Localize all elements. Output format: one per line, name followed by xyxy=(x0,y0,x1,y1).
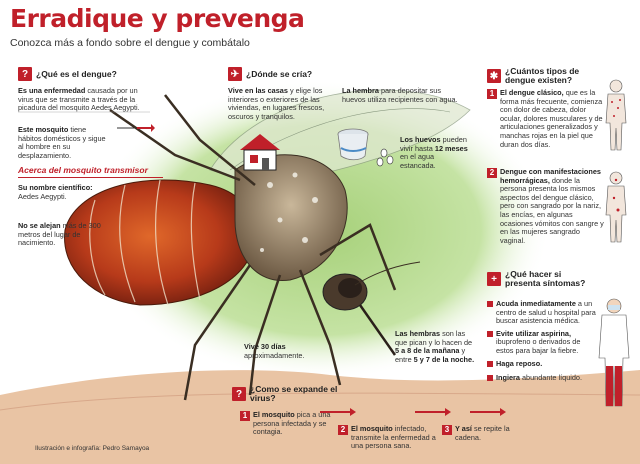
type-text: donde la persona presenta los mismos aspectos del dengue clásico, pero con sangrado por la nariz, las encías, en algunas ocasiones vómitos con sangre y en las mujeres sangrado vaginal. xyxy=(500,175,604,245)
eggs-text-2: en el agua estancada. xyxy=(400,152,436,170)
type-description xyxy=(500,89,605,149)
definition-bold: Es una enfermedad xyxy=(18,86,86,95)
female-text: para depositar sus huevos utiliza recipientes con agua. xyxy=(342,86,458,104)
advice-text xyxy=(496,300,599,326)
advice-text xyxy=(496,330,599,356)
advice-bold: Haga reposo. xyxy=(496,358,543,368)
scientific-name xyxy=(18,184,128,201)
advice-detail: a un centro de salud u hospital para buscar asistencia médica. xyxy=(496,299,596,326)
lifespan-text: aproximadamente. xyxy=(244,350,305,360)
step-detail: se repite la cadena. xyxy=(455,424,510,442)
eggs-note xyxy=(400,136,470,170)
question-icon: ? xyxy=(18,67,32,81)
bullet xyxy=(487,331,493,337)
sci-value: Aedes Aegypti. xyxy=(18,191,67,201)
advice-detail: abundante líquido. xyxy=(521,373,583,383)
credit-line: Ilustración e infografía: Pedro Samayoa xyxy=(35,445,150,452)
advice-bold: Ingiera xyxy=(496,373,520,383)
step-text xyxy=(351,425,438,451)
eggs-months: 12 meses xyxy=(434,143,468,153)
doctor-figure xyxy=(592,296,636,416)
section-heading: ¿Qué hacer si presenta síntomas? xyxy=(505,269,586,288)
step-text xyxy=(455,425,516,442)
biting-bold: Las hembras xyxy=(395,329,441,338)
advice-detail: ibuprofeno o derivados de estos para bajar la fiebre. xyxy=(496,337,581,355)
bullet xyxy=(487,301,493,307)
lives-in-houses xyxy=(228,87,336,121)
eggs-bold: Los huevos xyxy=(400,135,441,144)
symptom-advice-list xyxy=(487,300,599,383)
virus-icon: ✱ xyxy=(487,69,501,83)
section-sintomas xyxy=(487,270,595,288)
advice-bold: Acuda inmediatamente xyxy=(496,299,576,308)
question-icon: ? xyxy=(232,387,246,401)
lifespan-note xyxy=(244,343,334,360)
step-number: 1 xyxy=(240,411,250,421)
biting-time-2: 5 y 7 de la noche. xyxy=(413,354,475,364)
habits-text: tiene hábitos domésticos y sigue al hombre en su desplazamiento. xyxy=(18,125,106,160)
section-heading: ¿Dónde se cría? xyxy=(246,68,313,79)
sci-label: Su nombre científico: xyxy=(18,183,93,192)
type-description xyxy=(500,168,605,245)
step-detail: infectado, transmite la enfermedad a una persona sana. xyxy=(351,424,436,451)
step-bold: El mosquito xyxy=(351,424,393,433)
spread-step xyxy=(442,425,516,442)
bullet xyxy=(487,375,493,381)
step-number: 3 xyxy=(442,425,452,435)
houses-text: y elige los interiores o exteriores de las viviendas, en lugares frescos, oscuros y tranquilos. xyxy=(228,86,325,121)
lifespan-bold: Vive 30 días xyxy=(244,342,286,351)
section-tipos xyxy=(487,67,605,85)
advice-item xyxy=(487,330,599,356)
step-bold: El mosquito xyxy=(253,410,295,419)
female-bold: La hembra xyxy=(342,86,379,95)
person-figure-2 xyxy=(606,172,626,242)
step-detail: pica a una persona infectada y se contagia. xyxy=(253,410,331,437)
type-bold: El dengue clásico, xyxy=(500,88,564,97)
habits-bold: Este mosquito xyxy=(18,125,69,134)
step-bold: Y así xyxy=(455,424,472,433)
person-figure-1 xyxy=(606,80,626,150)
advice-item xyxy=(487,300,599,326)
type-bold: Dengue con manifestaciones hemorrágicas, xyxy=(500,167,601,185)
medical-cross-icon: + xyxy=(487,272,501,286)
type-item xyxy=(487,168,605,245)
type-number: 1 xyxy=(487,89,497,99)
houses-bold: Vive en las casas xyxy=(228,86,288,95)
human-figures xyxy=(596,78,636,258)
biting-text-2: y entre xyxy=(395,346,466,364)
spread-step xyxy=(338,425,438,451)
mosquito-habits xyxy=(18,126,110,160)
biting-text: son las que pican y lo hacen de xyxy=(395,329,473,347)
water-container-icon xyxy=(338,129,368,160)
female-container xyxy=(342,87,464,104)
advice-bold: Evite utilizar aspirina, xyxy=(496,328,572,338)
type-number: 2 xyxy=(487,168,497,178)
advice-text xyxy=(496,360,542,369)
divider xyxy=(18,177,163,178)
bullet xyxy=(487,361,493,367)
about-mosquito-heading: Acerca del mosquito transmisor xyxy=(18,165,148,175)
type-text: que es la forma más frecuente, comienza con dolor de cabeza, dolor ocular, dolores musculares y de articulaciones generalizados y manchas rojas en la piel que duran dos días. xyxy=(500,88,603,149)
step-number: 2 xyxy=(338,425,348,435)
spread-arrows xyxy=(320,400,510,422)
range-bold: No se alejan xyxy=(18,221,61,230)
mosquito-icon: ✈ xyxy=(228,67,242,81)
dengue-definition xyxy=(18,87,148,113)
biting-time-1: 5 a 8 de la mañana xyxy=(395,346,460,356)
section-heading: ¿Como se expande el virus? xyxy=(250,384,338,403)
biting-note xyxy=(395,330,477,364)
page-subtitle: Conozca más a fondo sobre el dengue y combátalo xyxy=(10,37,250,49)
section-que-es xyxy=(18,67,117,81)
type-item xyxy=(487,89,605,149)
advice-item xyxy=(487,374,599,383)
advice-text xyxy=(496,374,582,383)
page-title: Erradique y prevenga xyxy=(10,4,305,33)
advice-item xyxy=(487,360,599,369)
section-heading: ¿Qué es el dengue? xyxy=(36,68,117,79)
range-note xyxy=(18,222,108,248)
section-heading: ¿Cuántos tipos de dengue existen? xyxy=(505,66,580,85)
section-donde xyxy=(228,67,312,81)
definition-text: causada por un virus que se transmite a través de la picadura del mosquito Aedes Aegypti. xyxy=(18,86,140,113)
range-text: más de 300 metros del lugar de nacimiento. xyxy=(18,221,101,248)
eggs-text: pueden vivir hasta xyxy=(400,135,467,153)
mosquito-arrow-icon xyxy=(115,118,155,140)
